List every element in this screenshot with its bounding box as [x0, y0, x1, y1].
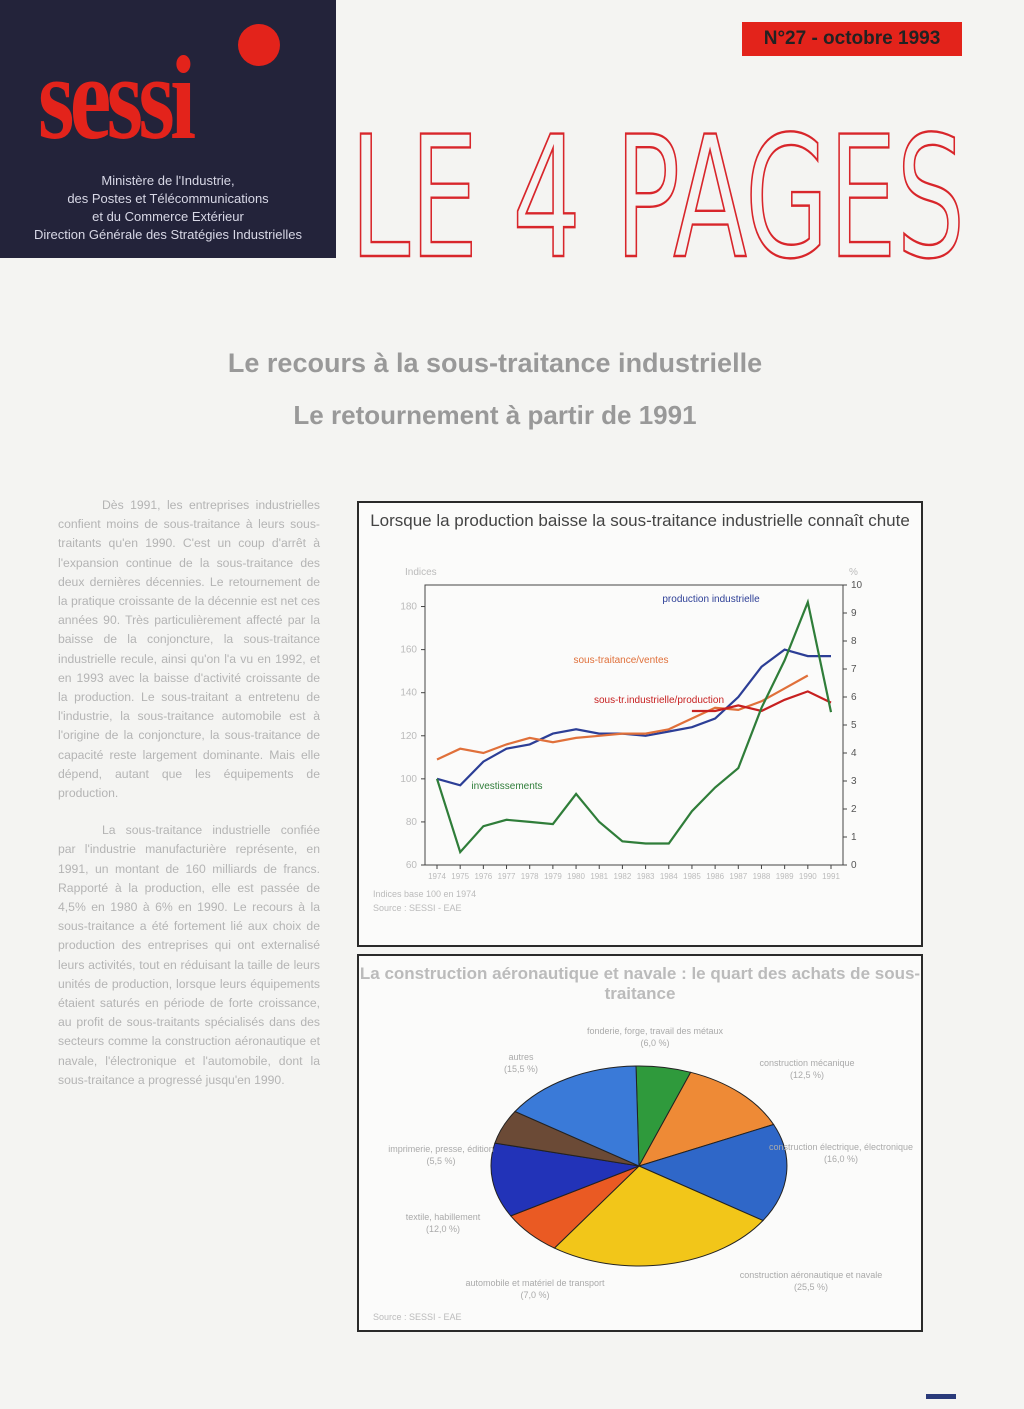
pie-slice-value: (16,0 %) [823, 1154, 859, 1164]
pie-slice-label: construction électrique, électronique [768, 1142, 914, 1152]
y-left-tick-label: 60 [405, 860, 417, 871]
y-right-tick-label: 5 [851, 720, 857, 731]
article-body [58, 496, 320, 1108]
y-left-tick-label: 180 [400, 601, 417, 613]
series-label: investissements [471, 781, 543, 792]
y-left-tick-label: 160 [400, 644, 417, 656]
x-tick-label: 1991 [822, 872, 840, 881]
x-tick-label: 1982 [613, 872, 632, 881]
pie-slice-label: autres [508, 1052, 534, 1062]
x-tick-label: 1979 [543, 872, 562, 881]
series-line [437, 602, 831, 852]
ministry-name [0, 172, 336, 244]
pie-slice-value: (7,0 %) [520, 1290, 550, 1300]
y-right-tick-label: 7 [851, 664, 857, 675]
sessi-logo-text: sessi [38, 31, 192, 164]
x-tick-label: 1976 [474, 872, 493, 881]
series-line [437, 676, 808, 760]
series-label: sous-traitance/ventes [573, 655, 669, 666]
pie-slice-value: (12,5 %) [789, 1070, 825, 1080]
line-chart [359, 503, 921, 945]
pie-slice-label: fonderie, forge, travail des métaux [586, 1026, 724, 1036]
y-right-tick-label: 2 [851, 804, 857, 815]
chart-title: La construction aéronautique et navale : le quart des achats de sous-traitance [359, 964, 921, 1003]
pie-slice-label: automobile et matériel de transport [465, 1278, 605, 1288]
y-left-tick-label: 120 [400, 730, 417, 742]
x-tick-label: 1988 [752, 872, 771, 881]
issue-badge: N°27 - octobre 1993 [742, 22, 962, 56]
x-tick-label: 1978 [520, 872, 539, 881]
x-tick-label: 1983 [636, 872, 655, 881]
chart-note: Indices base 100 en 1974 [373, 889, 477, 899]
pie-slice-label: textile, habillement [405, 1212, 481, 1222]
pie-slice-value: (25,5 %) [793, 1282, 829, 1292]
pie-slice-label: construction aéronautique et navale [739, 1270, 883, 1280]
x-tick-label: 1989 [775, 872, 794, 881]
x-tick-label: 1984 [659, 872, 678, 881]
org-line: Direction Générale des Stratégies Industrielles [33, 227, 303, 242]
org-line: Ministère de l'Industrie, [101, 173, 235, 188]
article-subheadline: Le retournement à partir de 1991 [293, 400, 697, 430]
pie-chart-figure [357, 954, 923, 1332]
logo-dot [238, 24, 280, 66]
org-line: des Postes et Télécommunications [67, 191, 269, 206]
y-right-tick-label: 6 [851, 692, 857, 703]
x-tick-label: 1981 [590, 872, 609, 881]
paragraph: Dès 1991, les entreprises industrielles confient moins de sous-traitance à leurs sous-traitants qu'en 1990. C'est un coup d'arrêt à l'expansion continue de la sous-traitance des deux dernières décennies. Le retournement de la pratique croissante de la décennie est net ces années 90. Très particulièrement affecté par la baisse de la conjoncture, la sous-traitance industrielle recule, ainsi qu'on l'a vu en 1992, et en 1993 avec la baisse d'activité croissante de la production. Le sous-traitant a entretenu de l'industrie, la sous-traitance automobile est à l'origine de la conjoncture, la sous-traitance de capacité reste largement dominante. Mais elle dépend, autant que les équipements de production. [58, 498, 320, 801]
y-right-tick-label: 9 [851, 608, 857, 619]
y-right-tick-label: 3 [851, 776, 857, 787]
org-line: et du Commerce Extérieur [92, 209, 244, 224]
x-tick-label: 1987 [729, 872, 748, 881]
pie-source: Source : SESSI - EAE [373, 1312, 462, 1322]
y-left-axis-label: Indices [405, 567, 437, 578]
line-chart-figure [357, 501, 923, 947]
x-tick-label: 1985 [683, 872, 701, 881]
series-title [350, 116, 970, 276]
plot-area [425, 585, 843, 865]
series-title-text: LE 4 PAGES [350, 116, 965, 276]
pie-slice-value: (12,0 %) [425, 1224, 461, 1234]
pie-chart [359, 956, 921, 1330]
x-tick-label: 1975 [451, 872, 470, 881]
pie-slice-value: (15,5 %) [503, 1064, 539, 1074]
y-right-tick-label: 0 [851, 860, 857, 871]
y-right-tick-label: 8 [851, 636, 857, 647]
x-tick-label: 1974 [428, 872, 446, 881]
y-right-tick-label: 4 [851, 748, 857, 759]
x-tick-label: 1977 [497, 872, 516, 881]
y-left-tick-label: 80 [405, 816, 417, 828]
x-tick-label: 1980 [567, 872, 585, 881]
chart-title: Lorsque la production baisse la sous-traitance industrielle connaît chute [370, 511, 910, 530]
series-label: production industrielle [662, 594, 760, 605]
series-label: sous-tr.industrielle/production [593, 695, 725, 706]
y-left-tick-label: 140 [400, 687, 417, 699]
pie-slice-value: (6,0 %) [640, 1038, 670, 1048]
pie-slice-label: imprimerie, presse, édition [388, 1144, 494, 1154]
pie-slice-label: construction mécanique [759, 1058, 855, 1068]
y-right-tick-label: 1 [851, 832, 857, 843]
y-right-axis-label: % [849, 567, 858, 578]
footer-rule [926, 1394, 956, 1399]
y-right-tick-label: 10 [851, 580, 863, 591]
pie-slice-value: (5,5 %) [426, 1156, 456, 1166]
y-left-tick-label: 100 [400, 773, 417, 785]
article-headline: Le recours à la sous-traitance industrielle [227, 348, 763, 378]
chart-note: Source : SESSI - EAE [373, 903, 462, 913]
series-line [437, 650, 831, 786]
x-tick-label: 1990 [798, 872, 817, 881]
paragraph: La sous-traitance industrielle confiée par l'industrie manufacturière représente, en 1991, un montant de 160 milliards de francs. Rapporté à la production, elle est passée de 4,5% en 1980 à 6% en 1990. Le recours à la sous-traitance a été fortement lié aux choix de production des entreprises qui ont externalisé leurs activités, tout en réduisant la taille de leurs unités de production, lorsque leurs équipements étaient saturés en période de forte croissance, au profit de sous-traitants spécialisés dans des secteurs comme la construction aéronautique et navale, l'électronique et l'automobile, dont la sous-traitance a progressé jusqu'en 1990. [58, 823, 320, 1087]
x-tick-label: 1986 [706, 872, 725, 881]
